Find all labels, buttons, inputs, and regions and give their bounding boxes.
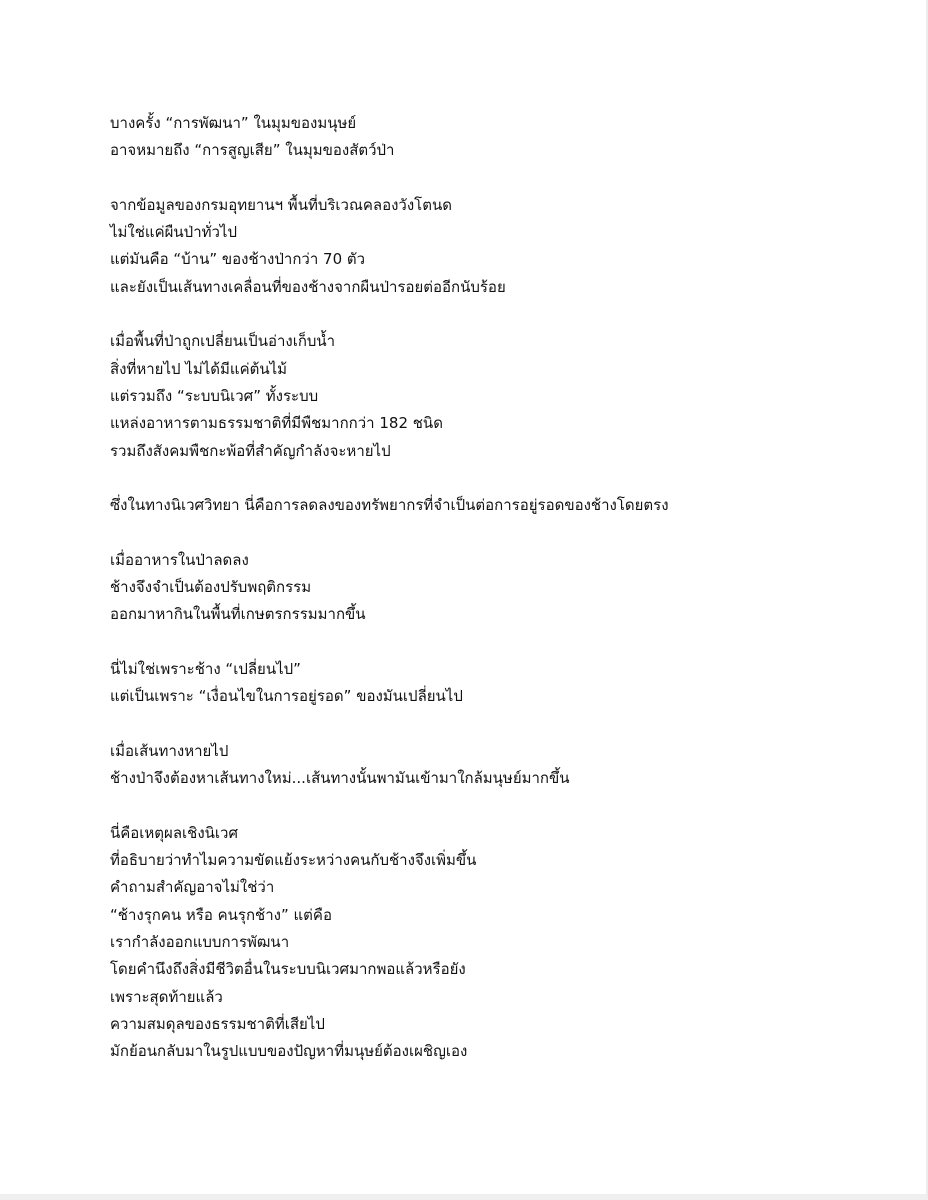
paragraph-6 — [110, 656, 890, 711]
text-line: มักย้อนกลับมาในรูปแบบของปัญหาที่มนุษย์ต้องเผชิญเอง — [110, 1042, 468, 1061]
paragraph-7 — [110, 738, 890, 793]
text-line: รวมถึงสังคมพืชกะพ้อที่สำคัญกำลังจะหายไป — [110, 441, 391, 460]
text-line: ช้างจึงจำเป็นต้องปรับพฤติกรรม — [110, 578, 312, 597]
text-line: คำถามสำคัญอาจไม่ใช่ว่า — [110, 878, 275, 897]
text-line: ออกมาหากินในพื้นที่เกษตรกรรมมากขึ้น — [110, 605, 366, 624]
text-line: “ช้างรุกคน หรือ คนรุกช้าง” แต่คือ — [110, 905, 332, 924]
text-line: แต่มันคือ “บ้าน” ของช้างป่ากว่า 70 ตัว — [110, 250, 366, 269]
text-line: ซึ่งในทางนิเวศวิทยา นี่คือการลดลงของทรัพยากรที่จำเป็นต่อการอยู่รอดของช้างโดยตรง — [110, 496, 669, 515]
document-body — [110, 110, 890, 1065]
text-line: ช้างป่าจึงต้องหาเส้นทางใหม่...เส้นทางนั้นพามันเข้ามาใกล้มนุษย์มากขึ้น — [110, 769, 570, 788]
text-line: ไม่ใช่แค่ผืนป่าทั่วไป — [110, 223, 238, 242]
text-line: นี่ไม่ใช่เพราะช้าง “เปลี่ยนไป” — [110, 659, 301, 678]
text-line: เรากำลังออกแบบการพัฒนา — [110, 932, 290, 951]
text-line: แต่เป็นเพราะ “เงื่อนไขในการอยู่รอด” ของมันเปลี่ยนไป — [110, 687, 463, 706]
text-line: ความสมดุลของธรรมชาติที่เสียไป — [110, 1014, 325, 1033]
paragraph-3 — [110, 328, 890, 464]
text-line: ที่อธิบายว่าทำไมความขัดแย้งระหว่างคนกับช้างจึงเพิ่มขึ้น — [110, 851, 477, 870]
text-line: เมื่อเส้นทางหายไป — [110, 741, 229, 760]
paragraph-1 — [110, 110, 890, 165]
text-line: เพราะสุดท้ายแล้ว — [110, 987, 223, 1006]
text-line: เมื่ออาหารในป่าลดลง — [110, 550, 249, 569]
text-line: โดยคำนึงถึงสิ่งมีชีวิตอื่นในระบบนิเวศมากพอแล้วหรือยัง — [110, 960, 466, 979]
text-line: แหล่งอาหารตามธรรมชาติที่มีพืชมากกว่า 182 ชนิด — [110, 414, 443, 433]
paragraph-8 — [110, 820, 890, 1066]
paragraph-2 — [110, 192, 890, 301]
text-line: เมื่อพื้นที่ป่าถูกเปลี่ยนเป็นอ่างเก็บน้ำ — [110, 332, 336, 351]
text-line: สิ่งที่หายไป ไม่ได้มีแค่ต้นไม้ — [110, 359, 288, 378]
paragraph-5 — [110, 547, 890, 629]
text-line: แต่รวมถึง “ระบบนิเวศ” ทั้งระบบ — [110, 386, 319, 405]
text-line: นี่คือเหตุผลเชิงนิเวศ — [110, 823, 238, 842]
text-line: จากข้อมูลของกรมอุทยานฯ พื้นที่บริเวณคลองวังโตนด — [110, 195, 452, 214]
text-line: อาจหมายถึง “การสูญเสีย” ในมุมของสัตว์ป่า — [110, 141, 395, 160]
text-line: และยังเป็นเส้นทางเคลื่อนที่ของช้างจากผืนป่ารอยต่ออีกนับร้อย — [110, 277, 506, 296]
paragraph-4 — [110, 492, 890, 519]
text-line: บางครั้ง “การพัฒนา” ในมุมของมนุษย์ — [110, 114, 357, 132]
